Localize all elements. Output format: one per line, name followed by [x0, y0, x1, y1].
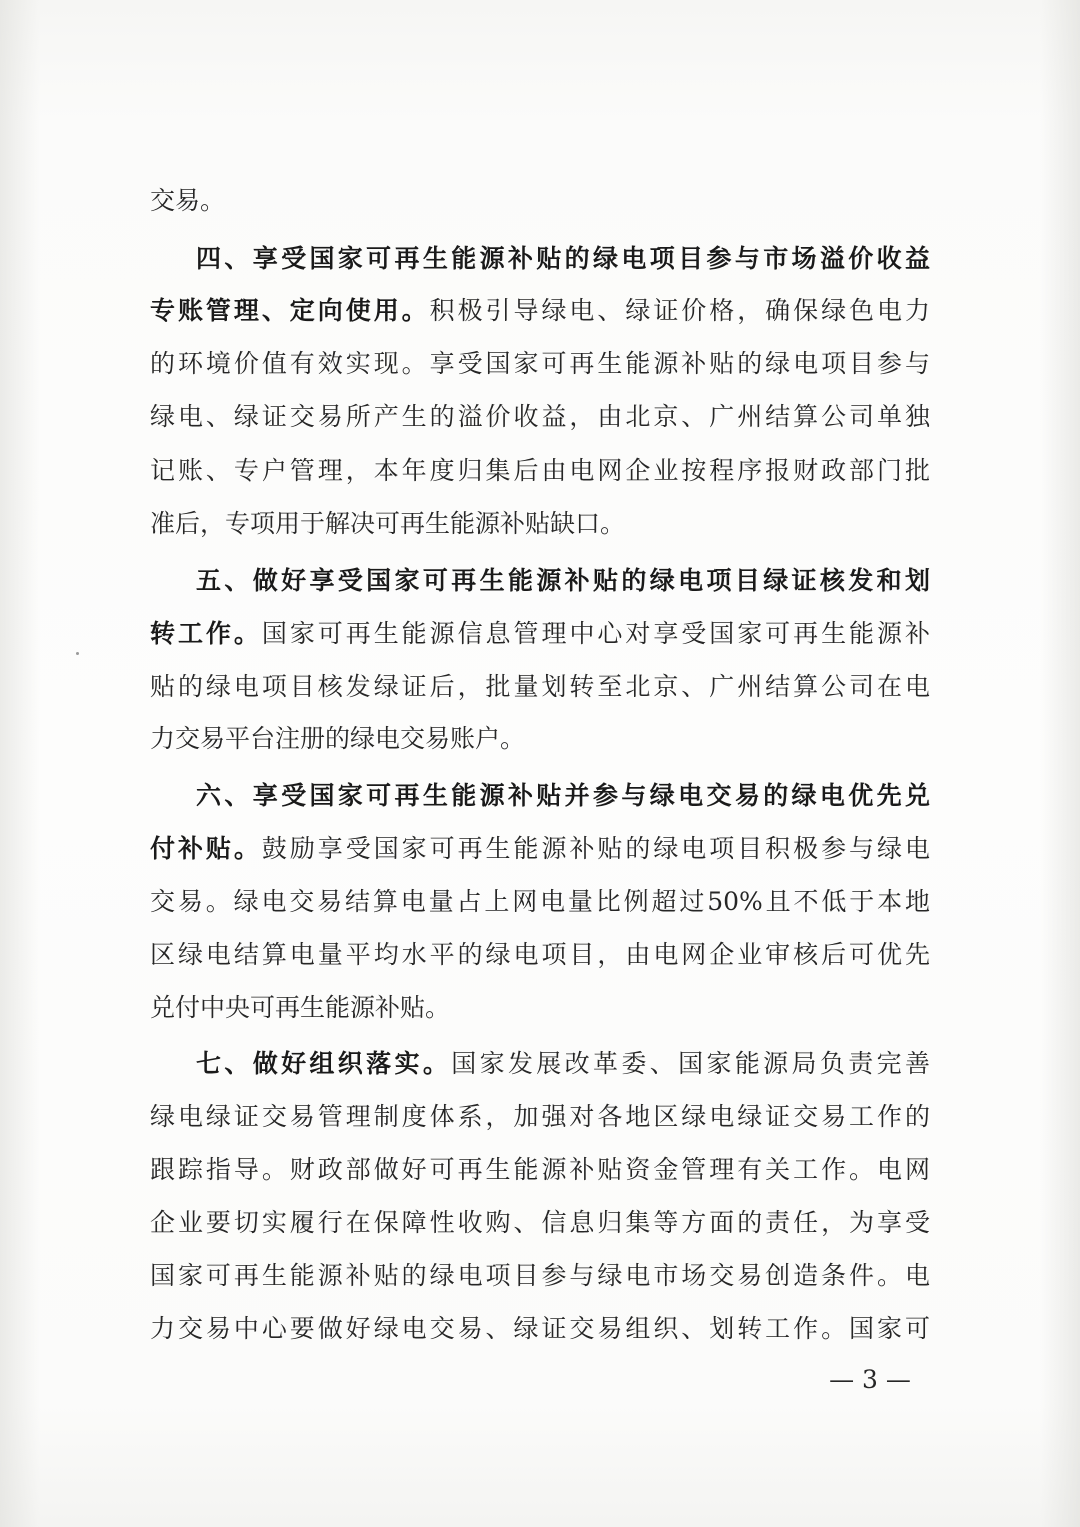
line-bold-run: 七、做好组织落实。 [196, 1049, 452, 1078]
line-text-run: 积极引导绿电、绿证价格，确保绿色电力 [429, 296, 930, 325]
line-text-run: 跟踪指导。财政部做好可再生能源补贴资金管理有关工作。电网 [150, 1155, 930, 1184]
heading-line-6 [196, 776, 930, 816]
line-bold-run: 付补贴。 [150, 834, 262, 863]
line-bold-run: 四、享受国家可再生能源补贴的绿电项目参与市场溢价收益 [196, 244, 930, 273]
page-shadow-right [1040, 0, 1080, 1527]
line-text-run: 的环境价值有效实现。享受国家可再生能源补贴的绿电项目参与 [150, 349, 930, 378]
body-line-1 [150, 181, 930, 221]
body-line-7 [150, 614, 930, 654]
body-line-6 [150, 504, 930, 544]
line-text-run: 国家可再生能源信息管理中心对享受国家可再生能源补 [261, 619, 930, 648]
line-text-run: 鼓励享受国家可再生能源补贴的绿电项目积极参与绿电 [261, 834, 930, 863]
body-line-14 [150, 1097, 930, 1137]
line-text-run: 国家发展改革委、国家能源局负责完善 [451, 1049, 930, 1078]
line-bold-run: 转工作。 [150, 619, 262, 648]
line-text-run: 准后，专项用于解决可再生能源补贴缺口。 [150, 509, 626, 538]
heading-line-4 [196, 239, 930, 279]
body-line-13 [150, 988, 930, 1028]
line-text-run: 绿电、绿证交易所产生的溢价收益，由北京、广州结算公司单独 [150, 402, 930, 431]
line-text-run: 记账、专户管理，本年度归集后由电网企业按程序报财政部门批 [150, 456, 930, 485]
heading-line-5 [196, 561, 930, 601]
line-bold-run: 六、享受国家可再生能源补贴并参与绿电交易的绿电优先兑 [196, 781, 930, 810]
body-line-15 [150, 1150, 930, 1190]
body-line-3 [150, 344, 930, 384]
heading-line-7 [196, 1044, 930, 1084]
body-line-10 [150, 829, 930, 869]
body-line-16 [150, 1203, 930, 1243]
line-text-run: 绿电绿证交易管理制度体系，加强对各地区绿电绿证交易工作的 [150, 1102, 930, 1131]
line-bold-run: 专账管理、定向使用。 [150, 296, 430, 325]
line-text-run: 国家可再生能源补贴的绿电项目参与绿电市场交易创造条件。电 [150, 1261, 930, 1290]
line-text-run: 贴的绿电项目核发绿证后，批量划转至北京、广州结算公司在电 [150, 672, 930, 701]
body-line-5 [150, 451, 930, 491]
body-line-9 [150, 719, 930, 759]
body-line-2 [150, 291, 930, 331]
line-text-run: 力交易平台注册的绿电交易账户。 [150, 724, 526, 753]
body-line-8 [150, 667, 930, 707]
line-text-run: 交易。 [150, 186, 226, 215]
line-text-run: 企业要切实履行在保障性收购、信息归集等方面的责任，为享受 [150, 1208, 930, 1237]
line-text-run: 区绿电结算电量平均水平的绿电项目，由电网企业审核后可优先 [150, 940, 930, 969]
body-line-11 [150, 882, 930, 922]
line-text-run: 兑付中央可再生能源补贴。 [150, 993, 451, 1022]
scan-speck [76, 652, 79, 655]
body-line-12 [150, 935, 930, 975]
body-line-17 [150, 1256, 930, 1296]
body-line-4 [150, 397, 930, 437]
page-number: — 3 — [829, 1365, 911, 1394]
line-bold-run: 五、做好享受国家可再生能源补贴的绿电项目绿证核发和划 [196, 566, 930, 595]
page-shadow-left [0, 0, 40, 1527]
line-text-run: 交易。绿电交易结算电量占上网电量比例超过50%且不低于本地 [150, 887, 930, 916]
body-line-18 [150, 1309, 930, 1349]
line-text-run: 力交易中心要做好绿电交易、绿证交易组织、划转工作。国家可 [150, 1314, 930, 1343]
